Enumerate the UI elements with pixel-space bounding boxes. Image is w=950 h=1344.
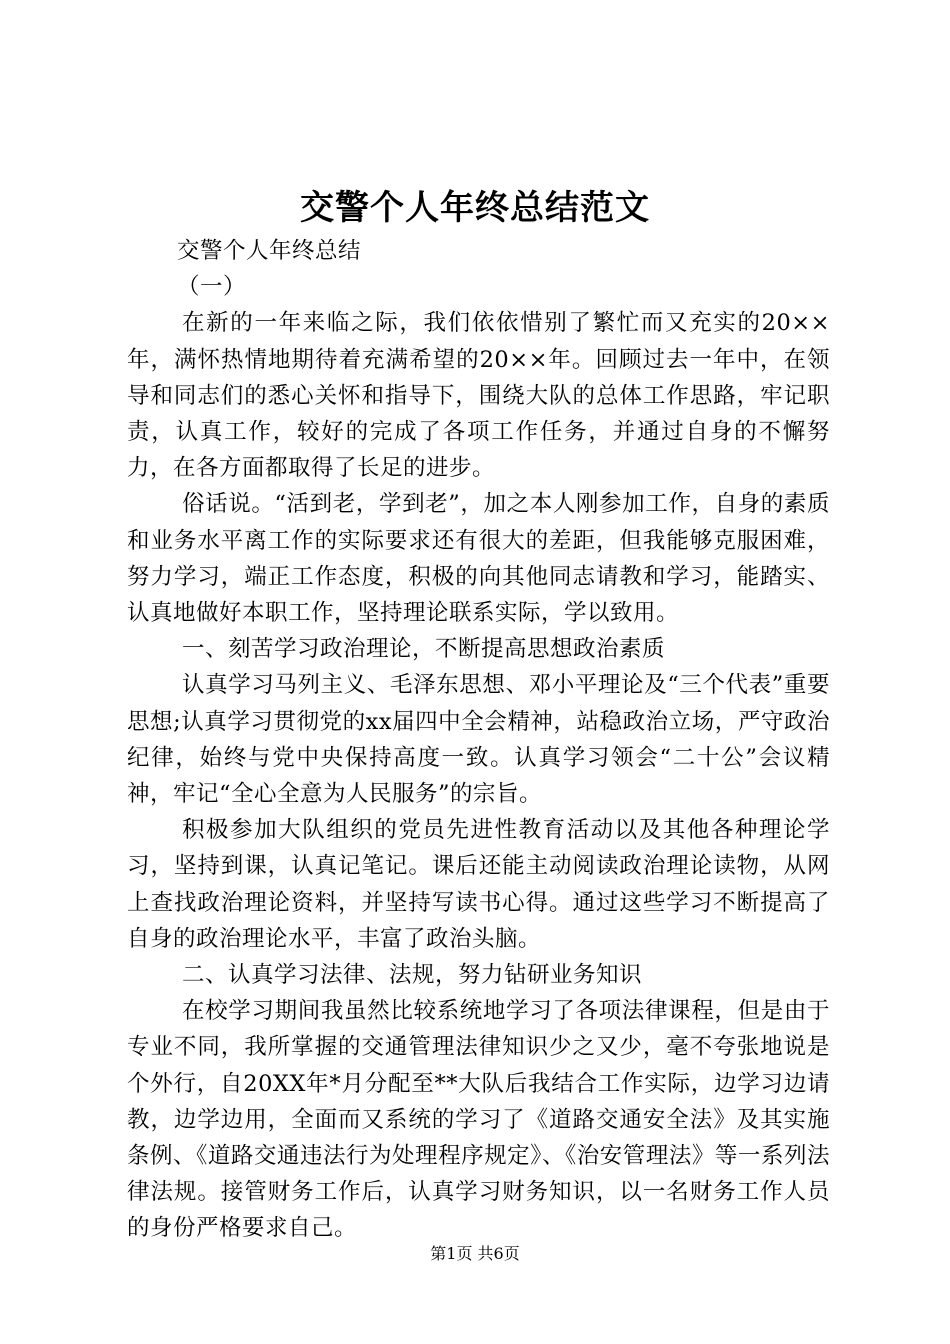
section-heading: 一、刻苦学习政治理论，不断提高思想政治素质 [182,636,666,663]
body-paragraph: 认真学习马列主义、毛泽东思想、邓小平理论及“三个代表”重要思想;认真学习贯彻党的xx届四中全会精神，站稳政治立场，严守政治纪律，始终与党中央保持高度一致。认真学习领会“二十公”会议精神，牢记“全心全意为人民服务”的宗旨。 [127,672,830,808]
body-paragraph: 积极参加大队组织的党员先进性教育活动以及其他各种理论学习，坚持到课，认真记笔记。课后还能主动阅读政治理论读物，从网上查找政治理论资料，并坚持写读书心得。通过这些学习不断提高了自身的政治理论水平，丰富了政治头脑。 [127,817,830,952]
section-heading: 二、认真学习法律、法规，努力钻研业务知识 [182,962,643,989]
body-paragraph: 俗话说。“活到老，学到老”，加之本人刚参加工作，自身的素质和业务水平离工作的实际要求还有很大的差距，但我能够克服困难，努力学习，端正工作态度，积极的向其他同志请教和学习，能踏实、认真地做好本职工作，坚持理论联系实际，学以致用。 [127,491,830,627]
subtitle-paragraph: 交警个人年终总结 [177,238,362,264]
document-body [127,233,830,1247]
document-title: 交警个人年终总结范文 [300,188,650,228]
body-paragraph: 在校学习期间我虽然比较系统地学习了各项法律课程，但是由于专业不同，我所掌握的交通管理法律知识少之又少，毫不夸张地说是个外行，自20XX年*月分配至**大队后我结合工作实际，边学习边请教，边学边用，全面而又系统的学习了《道路交通安全法》及其实施条例、《道路交通违法行为处理程序规定》、《治安管理法》等一系列法律法规。接管财务工作后，认真学习财务知识，以一名财务工作人员的身份严格要求自己。 [127,998,830,1242]
section-number-paragraph: （一） [177,274,247,301]
body-paragraph: 在新的一年来临之际，我们依依惜别了繁忙而又充实的20××年，满怀热情地期待着充满希望的20××年。回顾过去一年中，在领导和同志们的悉心关怀和指导下，围绕大队的总体工作思路，牢记职责，认真工作，较好的完成了各项工作任务，并通过自身的不懈努力，在各方面都取得了长足的进步。 [127,310,830,482]
page-number-footer: 第1页 共6页 [430,1244,520,1263]
